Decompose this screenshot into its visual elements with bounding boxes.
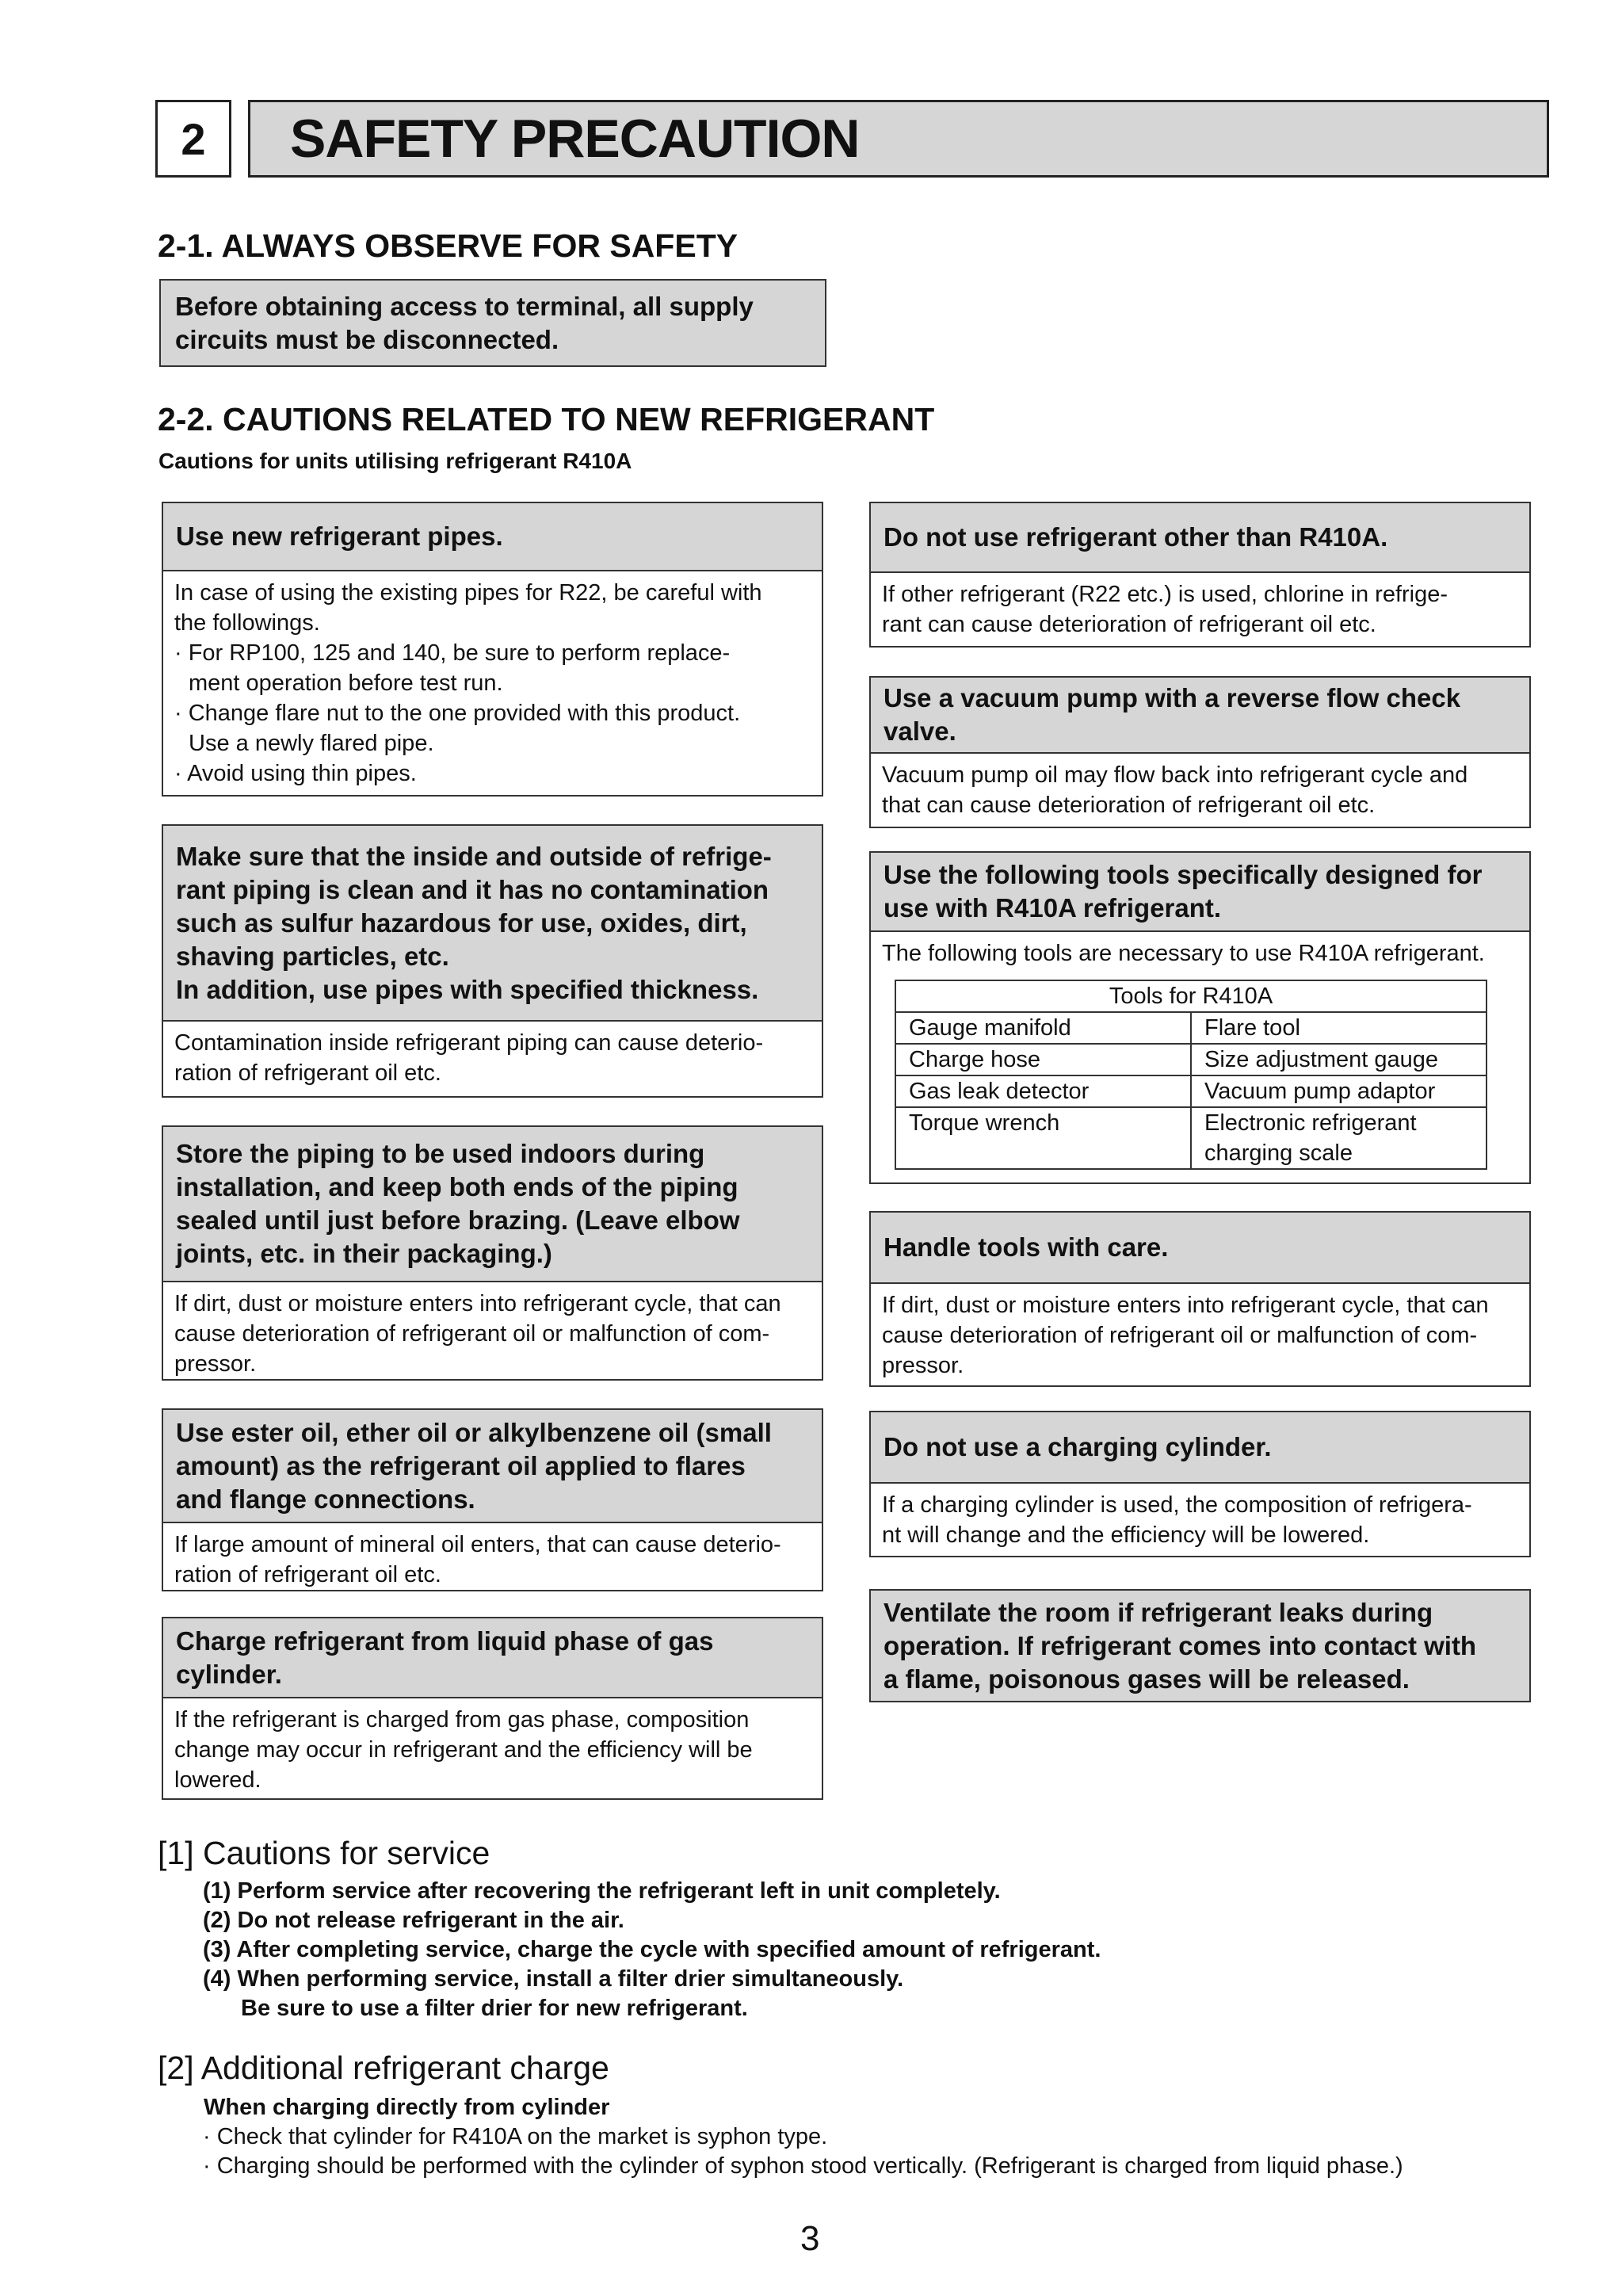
caution-body	[871, 754, 1529, 825]
caution-title-line: Do not use a charging cylinder.	[884, 1432, 1272, 1461]
additional-heading: [2] Additional refrigerant charge	[158, 2050, 609, 2086]
caution-box-vacuum-pump	[869, 676, 1531, 828]
table-cell: Gas leak detector	[895, 1075, 1191, 1107]
service-item: (4) When performing service, install a filter drier simultaneously.	[203, 1966, 904, 1992]
caution-body-line: cause deterioration of refrigerant oil or malfunction of com-	[174, 1321, 770, 1347]
caution-body-line: If dirt, dust or moisture enters into refrigerant cycle, that can	[174, 1291, 781, 1316]
caution-title	[163, 503, 822, 571]
table-row	[895, 1044, 1487, 1075]
caution-title	[163, 1618, 822, 1698]
caution-box-handle-tools	[869, 1211, 1531, 1387]
caution-body-line: rant can cause deterioration of refrigerant oil etc.	[882, 612, 1376, 637]
caution-body-line: Use a newly flared pipe.	[189, 731, 434, 756]
table-cell: Flare tool	[1191, 1012, 1487, 1044]
warning-title-line: Ventilate the room if refrigerant leaks during	[884, 1597, 1433, 1627]
caution-body-line: cause deterioration of refrigerant oil or malfunction of com-	[882, 1323, 1478, 1348]
table-cell: Charge hose	[895, 1044, 1191, 1075]
caution-body-line: lowered.	[174, 1767, 261, 1793]
caution-title-line: use with R410A refrigerant.	[884, 893, 1222, 923]
caution-title-line: Do not use refrigerant other than R410A.	[884, 522, 1388, 552]
caution-body	[163, 1698, 822, 1800]
page-number: 3	[800, 2219, 820, 2258]
caution-body	[163, 571, 822, 793]
caution-body-line: nt will change and the efficiency will be lowered.	[882, 1522, 1370, 1548]
caution-body-line: The following tools are necessary to use R410A refrigerant.	[882, 941, 1485, 966]
service-item: (2) Do not release refrigerant in the air.	[203, 1908, 624, 1933]
service-list	[203, 1877, 1101, 2023]
caution-body-line: Contamination inside refrigerant piping can cause deterio-	[174, 1030, 764, 1056]
additional-subheading: When charging directly from cylinder	[204, 2095, 610, 2120]
caution-title	[163, 1410, 822, 1523]
caution-body-line: change may occur in refrigerant and the efficiency will be	[174, 1737, 753, 1763]
additional-item: · Charging should be performed with the cylinder of syphon stood vertically. (Refrigerant is charged from liquid phase.)	[203, 2153, 1403, 2179]
caution-box-store-piping	[162, 1125, 823, 1381]
tools-table-header-row	[895, 980, 1487, 1012]
safety-notice	[159, 279, 826, 367]
caution-title-line: Use ester oil, ether oil or alkylbenzene oil (small	[176, 1417, 772, 1447]
caution-box-liquid-phase	[162, 1617, 823, 1800]
caution-body-line: pressor.	[174, 1351, 257, 1377]
caution-body-line: ration of refrigerant oil etc.	[174, 1060, 441, 1086]
service-item: (1) Perform service after recovering the refrigerant left in unit completely.	[203, 1878, 1001, 1904]
caution-body-line: If the refrigerant is charged from gas phase, composition	[174, 1707, 750, 1733]
caution-title	[871, 1412, 1529, 1484]
caution-body	[871, 1284, 1529, 1385]
caution-title-line: installation, and keep both ends of the piping	[176, 1172, 738, 1201]
caution-title-line: Handle tools with care.	[884, 1232, 1169, 1262]
caution-body-line: the followings.	[174, 610, 320, 636]
caution-body	[163, 1282, 822, 1384]
caution-box-r410a-tools	[869, 851, 1531, 1184]
table-cell: Torque wrench	[895, 1107, 1191, 1169]
caution-title-line: Use a vacuum pump with a reverse flow check	[884, 683, 1461, 712]
caution-title-line: valve.	[884, 716, 956, 746]
caution-title	[871, 853, 1529, 932]
service-item: (3) After completing service, charge the cycle with specified amount of refrigerant.	[203, 1937, 1101, 1962]
chapter-number: 2	[155, 100, 231, 178]
caution-title	[163, 1127, 822, 1282]
caution-box-clean-piping	[162, 824, 823, 1098]
caution-body	[871, 573, 1529, 644]
caution-title	[871, 503, 1529, 573]
warning-title	[871, 1591, 1529, 1701]
caution-body-line: pressor.	[882, 1353, 964, 1378]
caution-title-line: rant piping is clean and it has no contamination	[176, 874, 769, 904]
table-cell: Gauge manifold	[895, 1012, 1191, 1044]
caution-body-line: Vacuum pump oil may flow back into refrigerant cycle and	[882, 762, 1468, 788]
section-2-2-subheading: Cautions for units utilising refrigerant R410A	[158, 449, 632, 473]
caution-body-line: ration of refrigerant oil etc.	[174, 1562, 441, 1587]
caution-title-line: cylinder.	[176, 1659, 282, 1689]
caution-title	[871, 678, 1529, 754]
safety-notice-line: circuits must be disconnected.	[175, 325, 559, 354]
caution-body	[871, 1484, 1529, 1555]
caution-title-line: Store the piping to be used indoors during	[176, 1139, 705, 1168]
caution-box-new-pipes	[162, 502, 823, 797]
caution-body-line: ment operation before test run.	[189, 670, 503, 696]
table-cell: Electronic refrigerant charging scale	[1191, 1107, 1487, 1169]
tools-table	[895, 980, 1487, 1170]
caution-body-line: that can cause deterioration of refrigerant oil etc.	[882, 793, 1376, 818]
table-row	[895, 1075, 1487, 1107]
caution-box-r410a-only	[869, 502, 1531, 648]
table-row	[895, 1107, 1487, 1169]
chapter-title: SAFETY PRECAUTION	[248, 100, 1549, 178]
tools-table-header: Tools for R410A	[895, 980, 1487, 1012]
caution-title	[163, 826, 822, 1022]
caution-title-line: such as sulfur hazardous for use, oxides, dirt,	[176, 907, 747, 938]
warning-box-ventilate	[869, 1589, 1531, 1702]
caution-title-line: Make sure that the inside and outside of refrige-	[176, 841, 772, 871]
table-cell: Size adjustment gauge	[1191, 1044, 1487, 1075]
caution-title-line: and flange connections.	[176, 1484, 475, 1514]
service-heading: [1] Cautions for service	[158, 1835, 490, 1871]
caution-body-line: If dirt, dust or moisture enters into refrigerant cycle, that can	[882, 1293, 1489, 1318]
caution-title-line: Use new refrigerant pipes.	[176, 521, 503, 551]
caution-title-line: shaving particles, etc.	[176, 941, 449, 971]
caution-body	[871, 932, 1529, 968]
table-cell: Vacuum pump adaptor	[1191, 1075, 1487, 1107]
warning-title-line: operation. If refrigerant comes into contact with	[884, 1630, 1477, 1660]
caution-title-line: joints, etc. in their packaging.)	[176, 1239, 552, 1268]
caution-body	[163, 1022, 822, 1093]
additional-list	[203, 2122, 1403, 2181]
safety-notice-line: Before obtaining access to terminal, all supply	[175, 292, 754, 321]
caution-body-line: · Change flare nut to the one provided with this product.	[174, 701, 741, 726]
caution-body-line: If a charging cylinder is used, the composition of refrigera-	[882, 1492, 1472, 1518]
warning-title-line: a flame, poisonous gases will be released.	[884, 1664, 1410, 1694]
caution-title-line: sealed until just before brazing. (Leave elbow	[176, 1205, 740, 1235]
caution-title-line: Charge refrigerant from liquid phase of gas	[176, 1626, 714, 1656]
caution-body	[163, 1523, 822, 1595]
caution-title-line: Use the following tools specifically designed for	[884, 860, 1483, 889]
caution-body-line: If other refrigerant (R22 etc.) is used, chlorine in refrige-	[882, 582, 1448, 607]
caution-body-line: · For RP100, 125 and 140, be sure to perform replace-	[174, 640, 731, 666]
caution-title-line: amount) as the refrigerant oil applied to flares	[176, 1450, 746, 1480]
caution-box-ester-oil	[162, 1408, 823, 1591]
service-item: Be sure to use a filter drier for new refrigerant.	[241, 1996, 748, 2021]
caution-body-line: · Avoid using thin pipes.	[174, 761, 417, 786]
additional-item: · Check that cylinder for R410A on the market is syphon type.	[203, 2124, 828, 2149]
table-row	[895, 1012, 1487, 1044]
section-2-1-heading: 2-1. ALWAYS OBSERVE FOR SAFETY	[158, 227, 738, 264]
section-2-2-heading: 2-2. CAUTIONS RELATED TO NEW REFRIGERANT	[158, 401, 935, 437]
caution-title	[871, 1213, 1529, 1284]
caution-body-line: In case of using the existing pipes for R22, be careful with	[174, 580, 762, 606]
caution-box-charging-cylinder	[869, 1411, 1531, 1557]
caution-body-line: If large amount of mineral oil enters, that can cause deterio-	[174, 1532, 781, 1557]
caution-title-line: In addition, use pipes with specified thickness.	[176, 974, 759, 1004]
